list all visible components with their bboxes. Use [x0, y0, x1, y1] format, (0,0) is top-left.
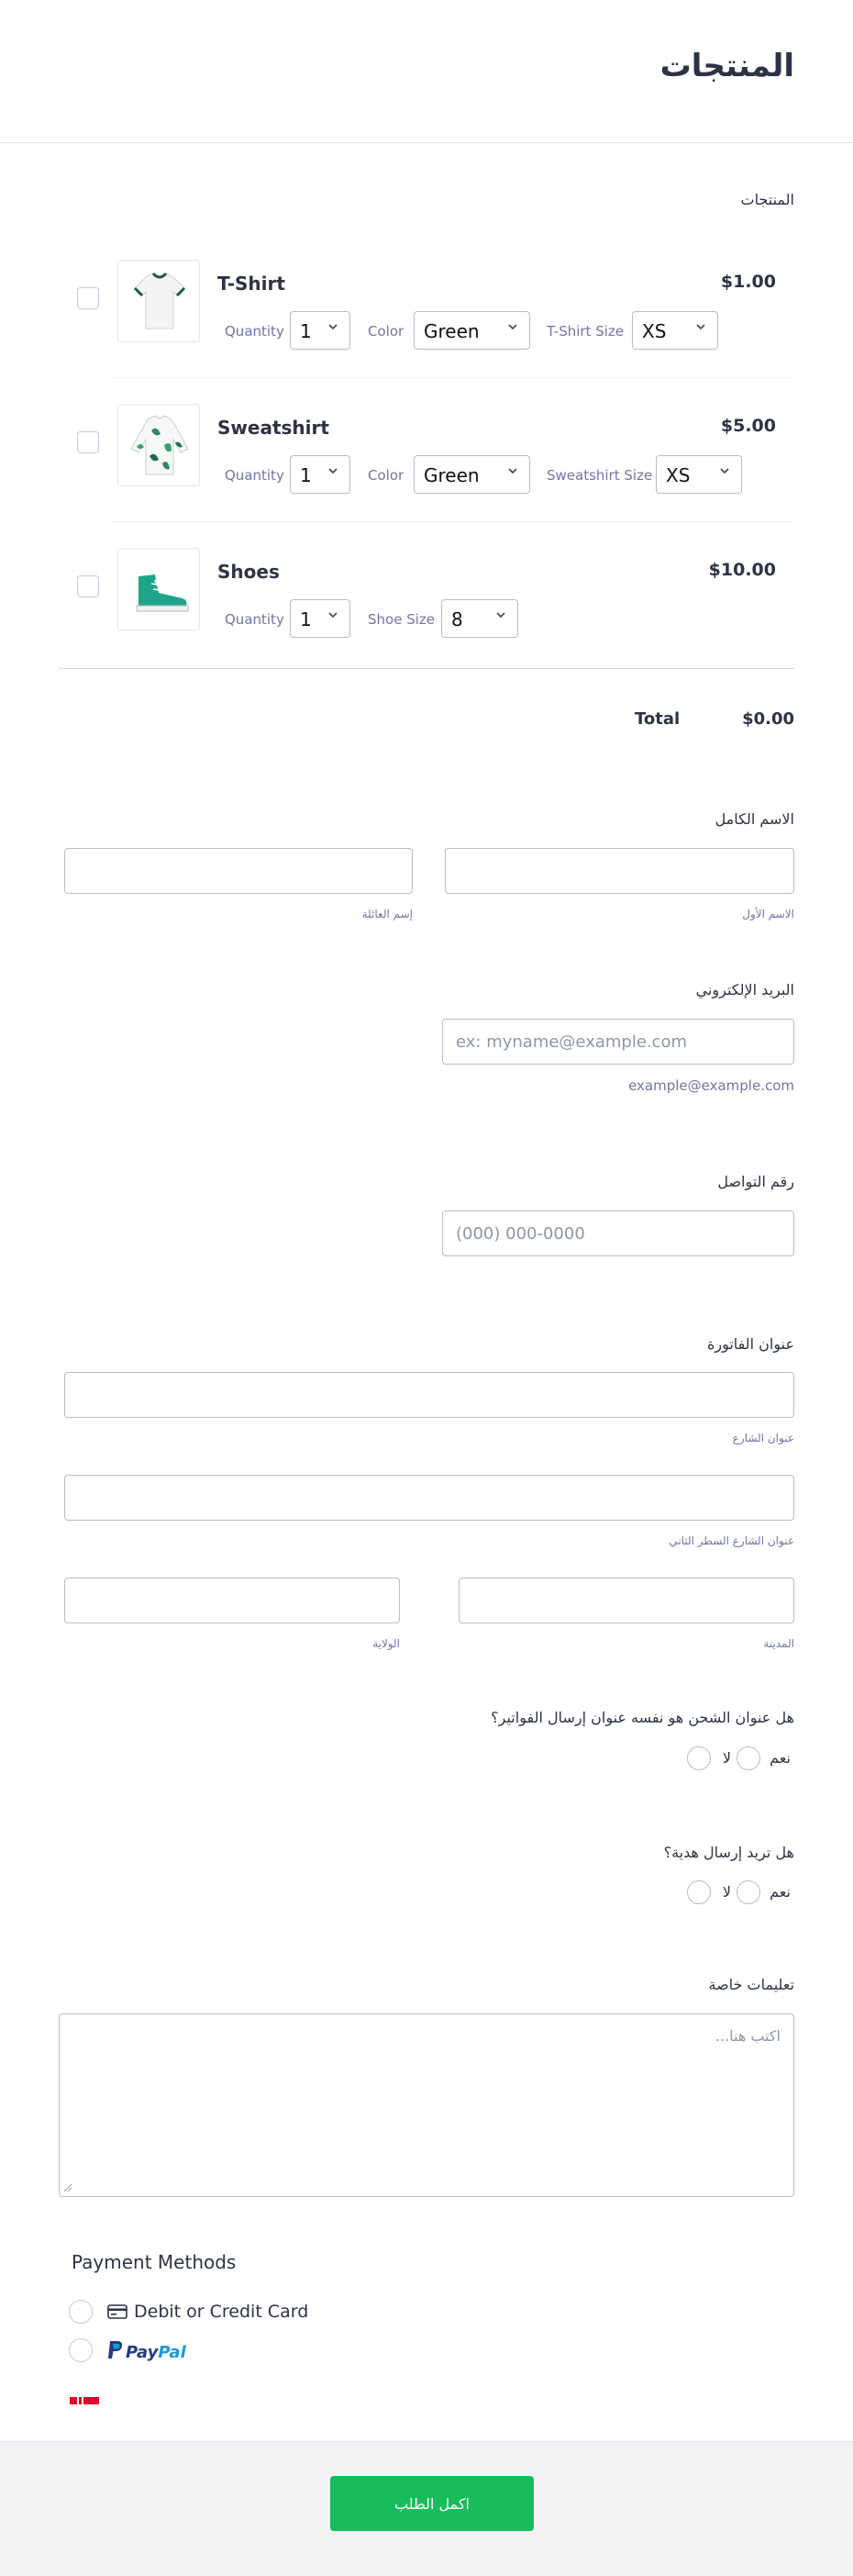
card-payment-label: Debit or Credit Card [134, 2302, 309, 2322]
chevron-down-icon [326, 608, 340, 622]
street-sublabel: عنوان الشارع [732, 1432, 794, 1444]
select-value: XS [642, 320, 667, 342]
language-flag-icon [70, 2397, 99, 2404]
street2-sublabel: عنوان الشارع السطر الثاني [669, 1534, 794, 1547]
chevron-down-icon [505, 463, 520, 478]
gift-no-radio[interactable] [687, 1880, 711, 1904]
email-label: البريد الإلكتروني [695, 981, 794, 998]
last-name-field[interactable] [64, 848, 413, 894]
chevron-down-icon [493, 608, 508, 622]
size-select-tshirt[interactable] [632, 311, 718, 350]
product-price-shoes: $10.00 [708, 560, 776, 580]
products-label: المنتجات [740, 191, 794, 208]
last-name-sublabel: إسم العائلة [361, 908, 413, 920]
paypal-logo-pay: Pay [126, 2343, 159, 2362]
form-header [0, 0, 853, 143]
gift-no-label: لا [722, 1883, 731, 1901]
instructions-label: تعليمات خاصة [708, 1976, 794, 1993]
total-value: $0.00 [742, 709, 794, 729]
product-price-sweatshirt: $5.00 [720, 416, 776, 436]
select-value: XS [666, 464, 691, 486]
gift-yes-label: نعم [770, 1883, 791, 1901]
chevron-down-icon [326, 463, 340, 478]
quantity-label: Quantity [225, 467, 284, 484]
state-field[interactable] [64, 1578, 400, 1623]
size-label: T-Shirt Size [547, 323, 625, 340]
quantity-label: Quantity [225, 611, 284, 628]
email-sublabel: example@example.com [628, 1077, 794, 1094]
chevron-down-icon [717, 463, 732, 478]
sweatshirt-image [117, 404, 200, 486]
paypal-icon [107, 2340, 124, 2360]
quantity-select-sweatshirt[interactable] [290, 455, 350, 494]
size-label: Sweatshirt Size [547, 467, 653, 484]
form-footer [0, 2441, 853, 2576]
total-label: Total [635, 709, 681, 729]
quantity-select-shoes[interactable] [290, 599, 350, 638]
paypal-logo [126, 2343, 186, 2362]
color-label: Color [368, 467, 404, 484]
instructions-textarea[interactable] [59, 2013, 794, 2197]
paypal-payment-radio[interactable] [69, 2338, 93, 2362]
select-value: 1 [300, 608, 312, 630]
same-shipping-no-radio[interactable] [687, 1746, 711, 1770]
credit-card-icon [107, 2304, 127, 2319]
page-title: المنتجات [659, 48, 794, 84]
same-shipping-yes-radio[interactable] [737, 1746, 760, 1770]
street-field[interactable] [64, 1372, 794, 1418]
first-name-sublabel: الاسم الأول [742, 908, 794, 920]
size-select-sweatshirt[interactable] [656, 455, 742, 494]
product-name-shoes: Shoes [217, 561, 280, 583]
payment-methods-title: Payment Methods [72, 2251, 237, 2273]
product-price-tshirt: $1.00 [720, 272, 776, 292]
paypal-logo-pal: Pal [158, 2343, 186, 2362]
city-field[interactable] [459, 1578, 794, 1623]
card-payment-radio[interactable] [69, 2300, 93, 2324]
quantity-select-tshirt[interactable] [290, 311, 350, 350]
select-value: Green [424, 464, 480, 486]
product-checkbox-sweatshirt[interactable] [77, 431, 99, 453]
chevron-down-icon [326, 319, 340, 334]
total-divider [59, 668, 794, 669]
shoe-size-select[interactable] [441, 599, 518, 638]
full-name-label: الاسم الكامل [715, 810, 794, 828]
submit-order-button[interactable]: اكمل الطلب [330, 2476, 534, 2531]
shoe-size-label: Shoe Size [368, 611, 435, 628]
first-name-field[interactable] [445, 848, 794, 894]
city-sublabel: المدينة [763, 1637, 794, 1650]
phone-label: رقم التواصل [717, 1173, 794, 1190]
product-checkbox-tshirt[interactable] [77, 287, 99, 309]
select-value: 8 [451, 608, 463, 630]
phone-field[interactable] [442, 1210, 794, 1256]
street2-field[interactable] [64, 1475, 794, 1521]
select-value: Green [424, 320, 480, 342]
select-value: 1 [300, 464, 312, 486]
same-shipping-question: هل عنوان الشحن هو نفسه عنوان إرسال الفواتير؟ [491, 1709, 794, 1726]
chevron-down-icon [693, 319, 708, 334]
product-checkbox-shoes[interactable] [77, 575, 99, 597]
resize-handle-icon[interactable] [63, 2183, 72, 2192]
chevron-down-icon [505, 319, 520, 334]
product-divider [110, 377, 794, 378]
shoes-image [117, 548, 200, 630]
gift-question: هل تريد إرسال هدية؟ [663, 1844, 794, 1861]
select-value: 1 [300, 320, 312, 342]
gift-yes-radio[interactable] [737, 1880, 760, 1904]
quantity-label: Quantity [225, 323, 284, 340]
state-sublabel: الولاية [372, 1637, 400, 1650]
tshirt-image [117, 260, 200, 342]
product-name-tshirt: T-Shirt [217, 273, 285, 295]
billing-label: عنوان الفاتورة [706, 1335, 794, 1353]
product-name-sweatshirt: Sweatshirt [217, 417, 329, 439]
color-select-sweatshirt[interactable] [414, 455, 530, 494]
same-shipping-yes-label: نعم [770, 1749, 791, 1767]
color-label: Color [368, 323, 404, 340]
email-field[interactable] [442, 1019, 794, 1065]
product-divider [110, 521, 794, 522]
color-select-tshirt[interactable] [414, 311, 530, 350]
same-shipping-no-label: لا [722, 1749, 731, 1767]
